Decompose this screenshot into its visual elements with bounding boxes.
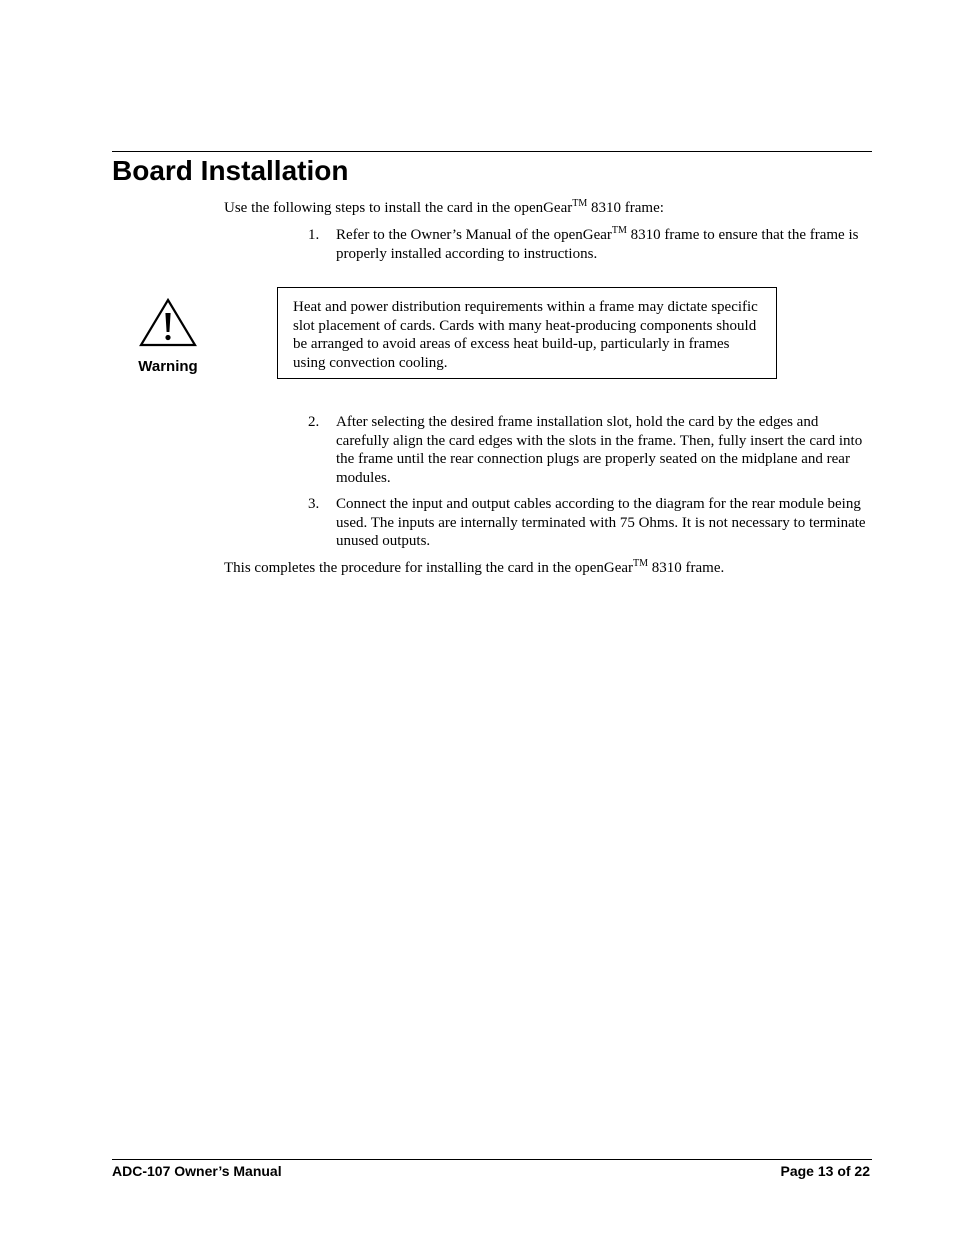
step-text: After selecting the desired frame installation slot, hold the card by the edges and carefully align the card edges with the slots in the frame. Then, fully insert the card into the frame until the rear connection plugs are properly seated on the midplane and rear modules. — [336, 414, 863, 486]
footer-rule — [112, 1159, 872, 1160]
footer-page-number: Page 13 of 22 — [780, 1163, 870, 1179]
step-number: 3. — [308, 496, 320, 512]
step-number: 2. — [308, 414, 320, 430]
warning-label: Warning — [138, 358, 198, 375]
closing-text: This completes the procedure for installing the card in the openGear — [224, 560, 634, 576]
closing-paragraph — [224, 559, 724, 578]
intro-text-end: 8310 frame: — [587, 200, 664, 216]
step-text: Connect the input and output cables according to the diagram for the rear module being used. The inputs are internally terminated with 75 Ohms. It is not necessary to terminate unused outputs. — [336, 496, 866, 549]
warning-box — [277, 287, 777, 379]
closing-text-end: 8310 frame. — [648, 560, 725, 576]
trademark-mark: TM — [572, 198, 588, 209]
warning-triangle-icon — [139, 298, 197, 348]
step-text-end: 8310 frame to ensure that the frame is properly installed according to instructions. — [336, 227, 859, 262]
footer-manual-title: ADC-107 Owner’s Manual — [112, 1163, 282, 1179]
step-text — [336, 226, 873, 263]
trademark-mark: TM — [611, 225, 627, 236]
trademark-mark: TM — [633, 558, 649, 569]
section-title: Board Installation — [112, 155, 349, 186]
step-text-start: Refer to the Owner’s Manual of the openGear — [336, 227, 612, 243]
warning-text: Heat and power distribution requirements within a frame may dictate specific slot placement of cards. Cards with many heat-producing components should be arranged to avoid areas of excess heat build-up, particularly in frames using convection cooling. — [293, 299, 758, 371]
step-number: 1. — [308, 227, 320, 243]
intro-paragraph — [224, 199, 664, 218]
intro-text: Use the following steps to install the card in the openGear — [224, 200, 573, 216]
